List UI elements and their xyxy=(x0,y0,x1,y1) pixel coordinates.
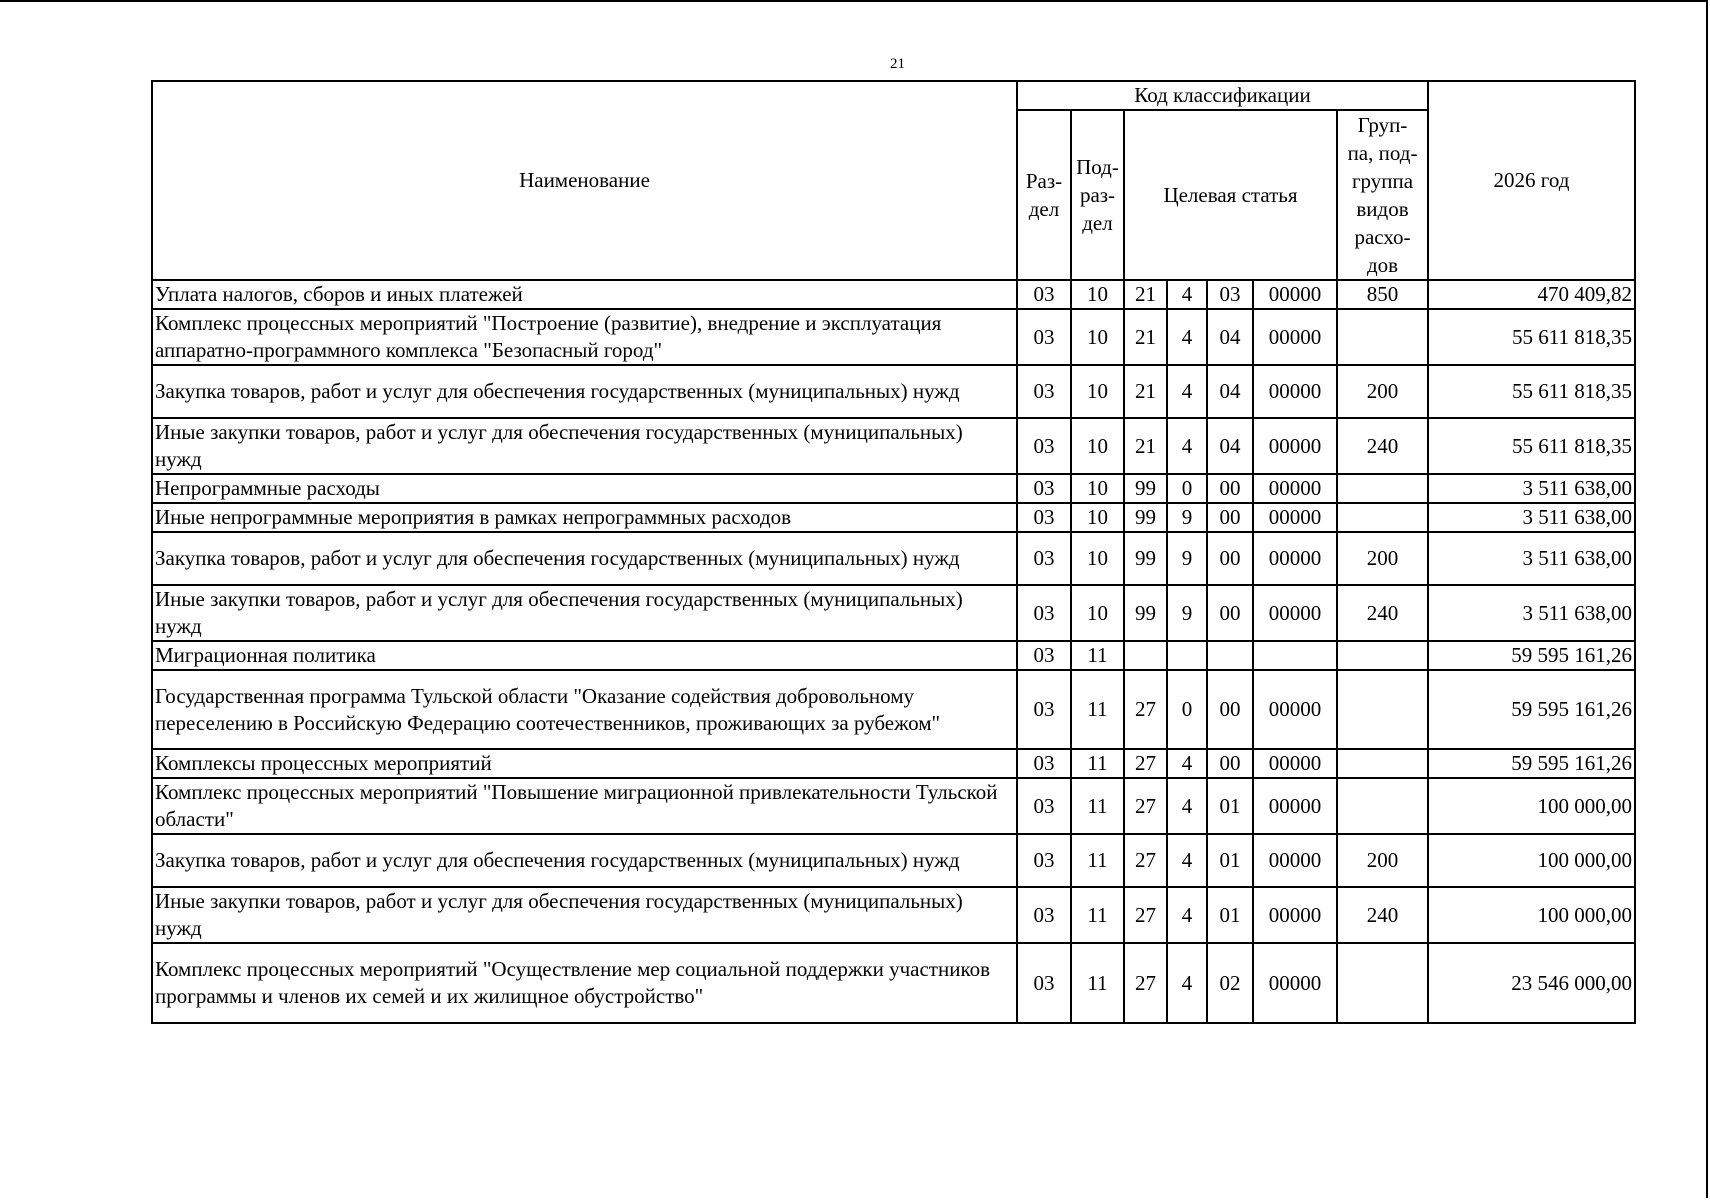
cell-section: 03 xyxy=(1017,943,1071,1023)
cell-target-type: 0 xyxy=(1167,670,1207,749)
cell-amount: 55 611 818,35 xyxy=(1428,365,1635,418)
cell-target-program xyxy=(1124,641,1167,670)
cell-target-program: 21 xyxy=(1124,418,1167,474)
cell-subsection: 10 xyxy=(1071,309,1124,365)
budget-table xyxy=(151,80,1636,1024)
table-row xyxy=(152,280,1635,309)
cell-section: 03 xyxy=(1017,418,1071,474)
table-body xyxy=(152,280,1635,1023)
cell-target-program: 21 xyxy=(1124,365,1167,418)
cell-name: Закупка товаров, работ и услуг для обеспечения государственных (муниципальных) нужд xyxy=(152,365,1017,418)
cell-section: 03 xyxy=(1017,474,1071,503)
cell-target-direction: 00000 xyxy=(1253,309,1337,365)
cell-target-event: 00 xyxy=(1207,670,1253,749)
table-row xyxy=(152,503,1635,532)
cell-expense-group xyxy=(1337,943,1428,1023)
cell-target-program: 99 xyxy=(1124,503,1167,532)
cell-subsection: 10 xyxy=(1071,503,1124,532)
cell-target-event: 00 xyxy=(1207,749,1253,778)
cell-target-program: 99 xyxy=(1124,585,1167,641)
cell-name: Уплата налогов, сборов и иных платежей xyxy=(152,280,1017,309)
table-row xyxy=(152,585,1635,641)
header-subsection: Под- раз- дел xyxy=(1071,110,1124,280)
cell-subsection: 11 xyxy=(1071,834,1124,887)
cell-name: Закупка товаров, работ и услуг для обеспечения государственных (муниципальных) нужд xyxy=(152,834,1017,887)
cell-amount: 59 595 161,26 xyxy=(1428,749,1635,778)
cell-amount: 55 611 818,35 xyxy=(1428,418,1635,474)
cell-amount: 55 611 818,35 xyxy=(1428,309,1635,365)
cell-target-type: 4 xyxy=(1167,943,1207,1023)
cell-subsection: 10 xyxy=(1071,474,1124,503)
cell-section: 03 xyxy=(1017,670,1071,749)
cell-target-event: 04 xyxy=(1207,309,1253,365)
cell-expense-group: 240 xyxy=(1337,585,1428,641)
table-row xyxy=(152,365,1635,418)
table-row xyxy=(152,778,1635,834)
cell-target-type: 4 xyxy=(1167,280,1207,309)
cell-target-type: 4 xyxy=(1167,834,1207,887)
cell-amount: 470 409,82 xyxy=(1428,280,1635,309)
cell-amount: 59 595 161,26 xyxy=(1428,670,1635,749)
cell-subsection: 11 xyxy=(1071,887,1124,943)
cell-target-type: 4 xyxy=(1167,887,1207,943)
cell-target-type xyxy=(1167,641,1207,670)
cell-target-program: 27 xyxy=(1124,834,1167,887)
cell-target-direction: 00000 xyxy=(1253,670,1337,749)
cell-amount: 100 000,00 xyxy=(1428,778,1635,834)
cell-expense-group xyxy=(1337,641,1428,670)
cell-amount: 3 511 638,00 xyxy=(1428,585,1635,641)
table-header xyxy=(152,81,1635,280)
cell-target-program: 27 xyxy=(1124,749,1167,778)
cell-target-type: 4 xyxy=(1167,309,1207,365)
cell-target-type: 4 xyxy=(1167,749,1207,778)
page-number: 21 xyxy=(890,56,905,72)
table-row xyxy=(152,641,1635,670)
cell-name: Иные закупки товаров, работ и услуг для обеспечения государственных (муниципальных) нужд xyxy=(152,585,1017,641)
cell-subsection: 10 xyxy=(1071,280,1124,309)
cell-target-event: 04 xyxy=(1207,418,1253,474)
cell-name: Комплекс процессных мероприятий "Повышение миграционной привлекательности Тульской области" xyxy=(152,778,1017,834)
cell-target-direction: 00000 xyxy=(1253,943,1337,1023)
header-expense-group: Груп- па, под- группа видов расхо- дов xyxy=(1337,110,1428,280)
cell-amount: 3 511 638,00 xyxy=(1428,503,1635,532)
cell-target-program: 21 xyxy=(1124,309,1167,365)
cell-target-event: 00 xyxy=(1207,532,1253,585)
cell-target-direction: 00000 xyxy=(1253,532,1337,585)
cell-target-program: 27 xyxy=(1124,887,1167,943)
cell-amount: 3 511 638,00 xyxy=(1428,474,1635,503)
cell-expense-group xyxy=(1337,749,1428,778)
cell-expense-group xyxy=(1337,670,1428,749)
cell-section: 03 xyxy=(1017,834,1071,887)
cell-expense-group: 240 xyxy=(1337,887,1428,943)
cell-target-direction: 00000 xyxy=(1253,474,1337,503)
table-row xyxy=(152,532,1635,585)
cell-expense-group: 200 xyxy=(1337,365,1428,418)
cell-target-program: 21 xyxy=(1124,280,1167,309)
cell-section: 03 xyxy=(1017,503,1071,532)
cell-target-program: 99 xyxy=(1124,532,1167,585)
cell-section: 03 xyxy=(1017,585,1071,641)
cell-amount: 100 000,00 xyxy=(1428,887,1635,943)
cell-target-direction: 00000 xyxy=(1253,503,1337,532)
cell-name: Иные закупки товаров, работ и услуг для обеспечения государственных (муниципальных) нужд xyxy=(152,418,1017,474)
table-row xyxy=(152,749,1635,778)
cell-subsection: 10 xyxy=(1071,585,1124,641)
cell-target-event: 03 xyxy=(1207,280,1253,309)
cell-subsection: 10 xyxy=(1071,532,1124,585)
cell-section: 03 xyxy=(1017,887,1071,943)
cell-expense-group xyxy=(1337,309,1428,365)
cell-target-program: 27 xyxy=(1124,943,1167,1023)
cell-target-type: 4 xyxy=(1167,778,1207,834)
table-row xyxy=(152,309,1635,365)
cell-section: 03 xyxy=(1017,280,1071,309)
cell-name: Комплекс процессных мероприятий "Построение (развитие), внедрение и эксплуатация аппаратно-программного комплекса "Безопасный город" xyxy=(152,309,1017,365)
cell-expense-group: 200 xyxy=(1337,834,1428,887)
cell-target-program: 99 xyxy=(1124,474,1167,503)
cell-target-direction xyxy=(1253,641,1337,670)
cell-expense-group xyxy=(1337,503,1428,532)
cell-subsection: 10 xyxy=(1071,365,1124,418)
cell-subsection: 11 xyxy=(1071,670,1124,749)
cell-name: Миграционная политика xyxy=(152,641,1017,670)
header-classification-code: Код классификации xyxy=(1017,81,1428,110)
header-section: Раз- дел xyxy=(1017,110,1071,280)
cell-target-direction: 00000 xyxy=(1253,280,1337,309)
cell-target-type: 0 xyxy=(1167,474,1207,503)
cell-section: 03 xyxy=(1017,309,1071,365)
cell-target-event: 01 xyxy=(1207,778,1253,834)
cell-target-direction: 00000 xyxy=(1253,418,1337,474)
cell-expense-group: 240 xyxy=(1337,418,1428,474)
cell-target-type: 4 xyxy=(1167,418,1207,474)
cell-target-event: 02 xyxy=(1207,943,1253,1023)
cell-amount: 23 546 000,00 xyxy=(1428,943,1635,1023)
header-name: Наименование xyxy=(152,81,1017,280)
cell-name: Иные непрограммные мероприятия в рамках непрограммных расходов xyxy=(152,503,1017,532)
cell-target-direction: 00000 xyxy=(1253,365,1337,418)
cell-target-program: 27 xyxy=(1124,670,1167,749)
cell-target-direction: 00000 xyxy=(1253,887,1337,943)
cell-subsection: 11 xyxy=(1071,943,1124,1023)
cell-expense-group: 200 xyxy=(1337,532,1428,585)
cell-subsection: 11 xyxy=(1071,778,1124,834)
cell-target-direction: 00000 xyxy=(1253,749,1337,778)
cell-section: 03 xyxy=(1017,749,1071,778)
table-row xyxy=(152,418,1635,474)
cell-name: Комплекс процессных мероприятий "Осуществление мер социальной поддержки участников программы и членов их семей и их жилищное обустройство" xyxy=(152,943,1017,1023)
cell-target-event xyxy=(1207,641,1253,670)
cell-expense-group: 850 xyxy=(1337,280,1428,309)
cell-target-event: 00 xyxy=(1207,585,1253,641)
table-row xyxy=(152,887,1635,943)
cell-name: Государственная программа Тульской области "Оказание содействия добровольному переселению в Российскую Федерацию соотечественников, проживающих за рубежом" xyxy=(152,670,1017,749)
cell-target-event: 01 xyxy=(1207,887,1253,943)
cell-subsection: 11 xyxy=(1071,641,1124,670)
header-year: 2026 год xyxy=(1428,81,1635,280)
cell-section: 03 xyxy=(1017,365,1071,418)
cell-section: 03 xyxy=(1017,778,1071,834)
cell-expense-group xyxy=(1337,778,1428,834)
cell-subsection: 10 xyxy=(1071,418,1124,474)
cell-target-type: 9 xyxy=(1167,585,1207,641)
table-row xyxy=(152,834,1635,887)
cell-subsection: 11 xyxy=(1071,749,1124,778)
table-row xyxy=(152,474,1635,503)
cell-section: 03 xyxy=(1017,532,1071,585)
cell-name: Иные закупки товаров, работ и услуг для обеспечения государственных (муниципальных) нужд xyxy=(152,887,1017,943)
cell-target-event: 01 xyxy=(1207,834,1253,887)
cell-target-direction: 00000 xyxy=(1253,585,1337,641)
cell-amount: 3 511 638,00 xyxy=(1428,532,1635,585)
cell-name: Комплексы процессных мероприятий xyxy=(152,749,1017,778)
table-row xyxy=(152,943,1635,1023)
cell-target-program: 27 xyxy=(1124,778,1167,834)
cell-amount: 100 000,00 xyxy=(1428,834,1635,887)
cell-expense-group xyxy=(1337,474,1428,503)
cell-amount: 59 595 161,26 xyxy=(1428,641,1635,670)
cell-target-event: 00 xyxy=(1207,503,1253,532)
cell-target-type: 4 xyxy=(1167,365,1207,418)
header-target-article: Целевая статья xyxy=(1124,110,1337,280)
cell-name: Непрограммные расходы xyxy=(152,474,1017,503)
cell-target-type: 9 xyxy=(1167,532,1207,585)
cell-target-event: 04 xyxy=(1207,365,1253,418)
cell-target-type: 9 xyxy=(1167,503,1207,532)
cell-target-event: 00 xyxy=(1207,474,1253,503)
cell-target-direction: 00000 xyxy=(1253,778,1337,834)
cell-name: Закупка товаров, работ и услуг для обеспечения государственных (муниципальных) нужд xyxy=(152,532,1017,585)
cell-section: 03 xyxy=(1017,641,1071,670)
cell-target-direction: 00000 xyxy=(1253,834,1337,887)
table-row xyxy=(152,670,1635,749)
